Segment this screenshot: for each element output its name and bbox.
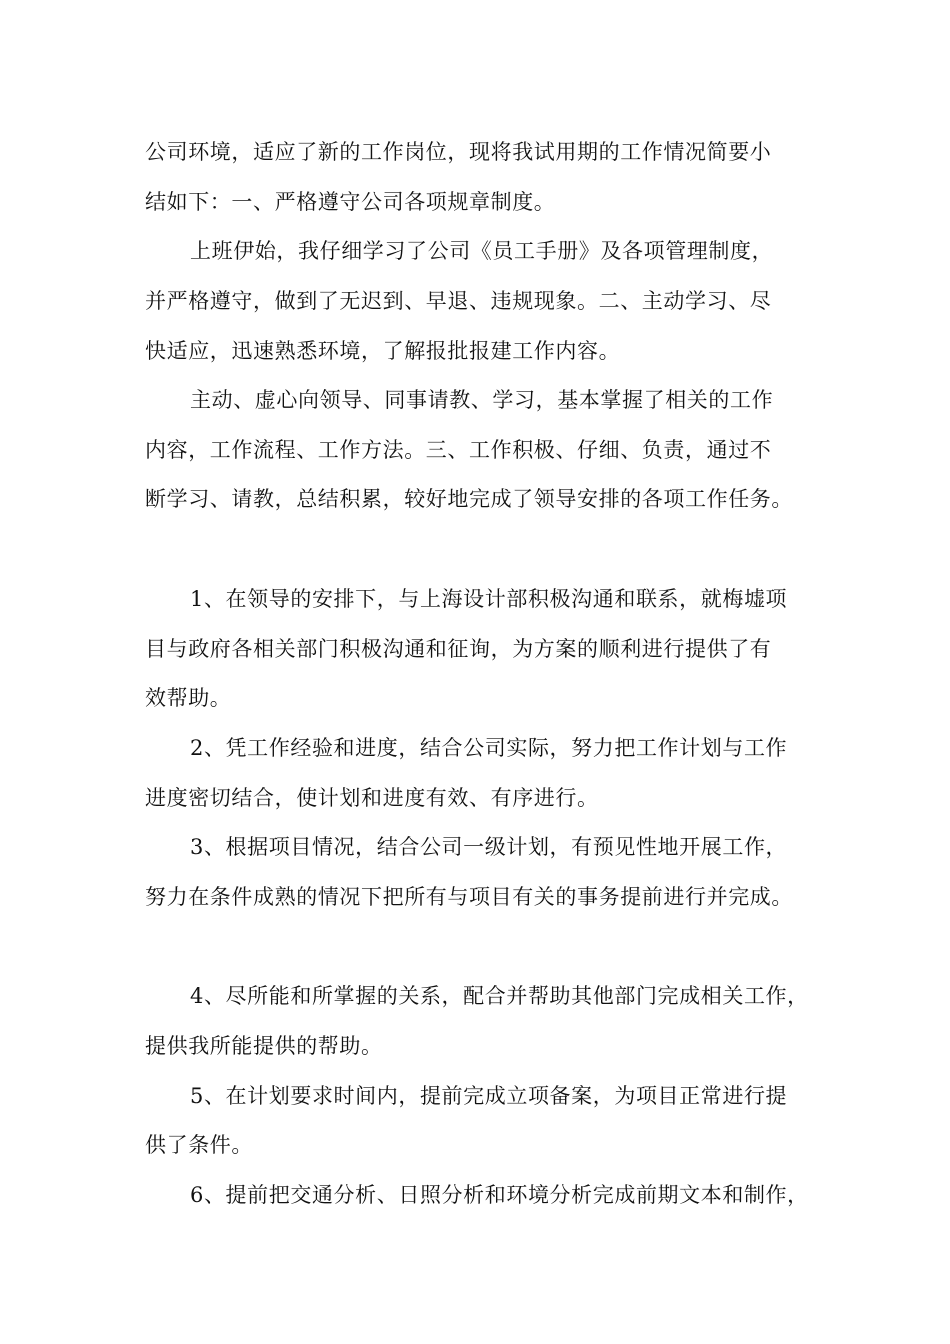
text-line: 快适应，迅速熟悉环境，了解报批报建工作内容。 <box>145 339 621 363</box>
text-line: 4、尽所能和所掌握的关系，配合并帮助其他部门完成相关工作， <box>190 984 809 1008</box>
text-line: 上班伊始，我仔细学习了公司《员工手册》及各项管理制度， <box>190 239 774 263</box>
text-line: 努力在条件成熟的情况下把所有与项目有关的事务提前进行并完成。 <box>145 885 793 909</box>
text-line: 进度密切结合，使计划和进度有效、有序进行。 <box>145 786 599 810</box>
text-line: 5、在计划要求时间内，提前完成立项备案，为项目正常进行提 <box>190 1084 788 1108</box>
text-line: 供了条件。 <box>145 1133 253 1157</box>
text-line: 目与政府各相关部门积极沟通和征询，为方案的顺利进行提供了有 <box>145 637 772 661</box>
text-line: 断学习、请教，总结积累，较好地完成了领导安排的各项工作任务。 <box>145 487 793 511</box>
text-line: 并严格遵守，做到了无迟到、早退、违规现象。二、主动学习、尽 <box>145 289 772 313</box>
text-line: 效帮助。 <box>145 686 232 710</box>
text-line: 1、在领导的安排下，与上海设计部积极沟通和联系，就梅墟项 <box>190 587 788 611</box>
text-line: 2、凭工作经验和进度，结合公司实际，努力把工作计划与工作 <box>190 736 788 760</box>
text-line: 6、提前把交通分析、日照分析和环境分析完成前期文本和制作， <box>190 1183 809 1207</box>
text-line: 结如下：一、严格遵守公司各项规章制度。 <box>145 190 556 214</box>
text-line: 主动、虚心向领导、同事请教、学习，基本掌握了相关的工作 <box>190 388 774 412</box>
text-line: 提供我所能提供的帮助。 <box>145 1034 383 1058</box>
text-line: 3、根据项目情况，结合公司一级计划，有预见性地开展工作， <box>190 835 788 859</box>
text-line: 公司环境，适应了新的工作岗位，现将我试用期的工作情况简要小 <box>145 140 772 164</box>
text-line: 内容，工作流程、工作方法。三、工作积极、仔细、负责，通过不 <box>145 438 772 462</box>
